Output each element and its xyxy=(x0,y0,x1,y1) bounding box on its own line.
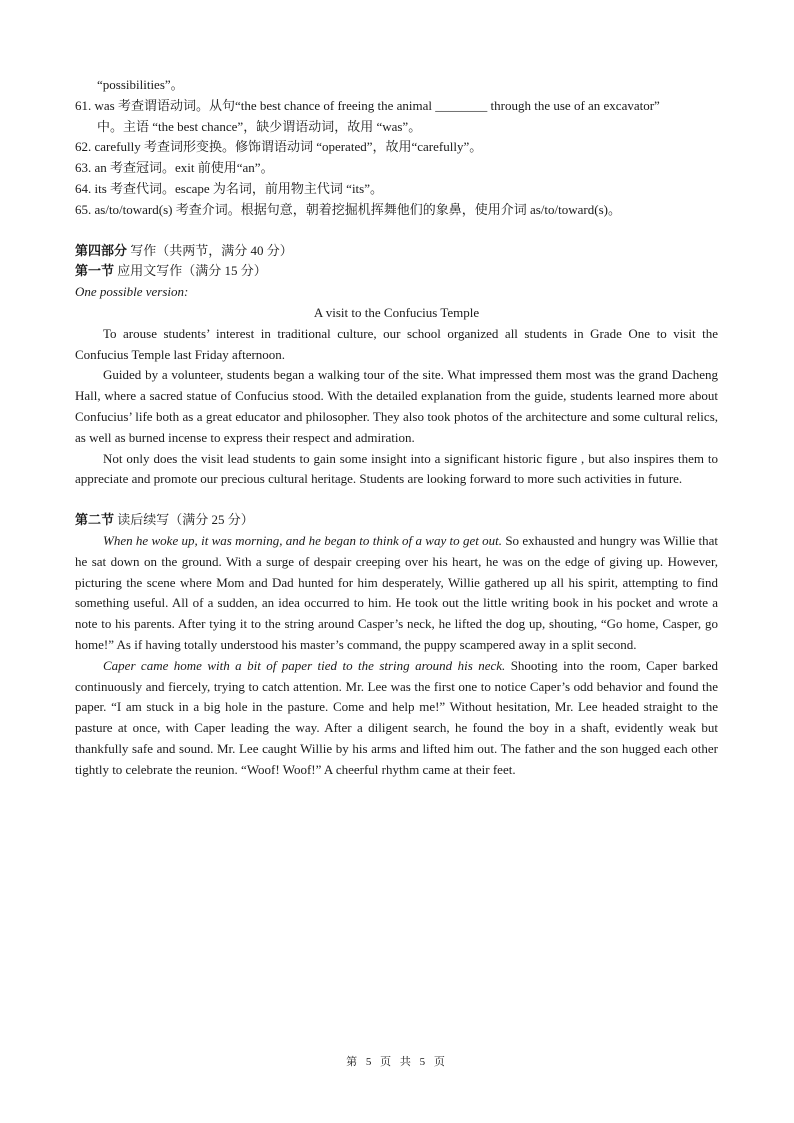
section2-heading-rest: 读后续写（满分 25 分） xyxy=(114,512,254,528)
part4-heading xyxy=(75,241,718,262)
answer-line: “possibilities”。 xyxy=(97,77,184,92)
story-paragraph-1 xyxy=(75,531,718,656)
essay-paragraph-1: To arouse students’ interest in traditional culture, our school organized all students in Grade One to visit the Confucius Temple last Friday afternoon. xyxy=(75,325,718,362)
section2-heading xyxy=(75,510,718,531)
part4-heading-rest: 写作（共两节，满分 40 分） xyxy=(127,242,293,258)
answer-61-cont: 中。主语 “the best chance”，缺少谓语动词，故用 “was”。 xyxy=(97,118,422,134)
essay-title: A visit to the Confucius Temple xyxy=(313,304,480,320)
essay-paragraph-3: Not only does the visit lead students to gain some insight into a significant historic figure , but also inspires them to appreciate and promote our precious cultural heritage. Students are looking forward to more such activities in future. xyxy=(75,450,718,487)
section1-heading xyxy=(75,261,718,282)
story-paragraph-2 xyxy=(75,656,718,781)
answer-key xyxy=(75,75,718,221)
possible-version-label: One possible version: xyxy=(75,284,189,300)
story-paragraph-1-opening: When he woke up, it was morning, and he began to think of a way to get out. xyxy=(103,532,503,548)
part4-heading-bold: 第四部分 xyxy=(75,242,128,258)
story-paragraph-2-opening: Caper came home with a bit of paper tied to the string around his neck. xyxy=(103,657,506,673)
essay-paragraph-2: Guided by a volunteer, students began a walking tour of the site. What impressed them most was the grand Dacheng Hall, where a sacred statue of Confucius stood. With the detailed explanation from the guide, students learned more about Confucius’ life both as a great educator and philosopher. They also took photos of the architecture and some cultural relics, as well as burned incense to express their respect and admiration. xyxy=(75,367,718,445)
answer-63: 63. an 考查冠词。exit 前使用“an”。 xyxy=(75,160,274,176)
section1-heading-rest: 应用文写作（满分 15 分） xyxy=(114,263,267,279)
section1-heading-bold: 第一节 xyxy=(75,263,115,279)
page-content xyxy=(75,75,718,781)
answer-65: 65. as/to/toward(s) 考查介词。根据句意，朝着挖掘机挥舞他们的象鼻，使用介词 as/to/toward(s)。 xyxy=(75,201,621,217)
section2-heading-bold: 第二节 xyxy=(75,512,115,528)
answer-64: 64. its 考查代词。escape 为名词，前用物主代词 “its”。 xyxy=(75,180,383,196)
page-number-footer: 第 5 页 共 5 页 xyxy=(346,1056,448,1068)
story-paragraph-1-body: So exhausted and hungry was Willie that he sat down on the ground. With a surge of despair creeping over his heart, he was on the edge of giving up. However, picturing the scene where Mom and Dad hunted for him desperately, Willie gathered up all his spirit, attempting to find something useful. All of a sudden, an idea occurred to him. He took out the little writing book in his pocket and wrote a note to his parents. After tying it to the string around Casper’s neck, he lifted the dog up, shouting, “Go home, Casper, go home!” As if having totally understood his master’s command, the puppy scampered away in a split second. xyxy=(75,532,718,652)
story-paragraph-2-body: Shooting into the room, Caper barked continuously and fiercely, trying to catch attention. Mr. Lee was the first one to notice Caper’s odd behavior and found the paper. “I am stuck in a big hole in the pasture. Come and help me!” Without hesitation, Mr. Lee headed straight to the pasture at once, with Caper leading the way. After a diligent search, he found the boy in a shaft, evidently weak but thankfully safe and sound. Mr. Lee caught Willie by his arms and lifted him out. The father and the son hugged each other tightly to celebrate the reunion. “Woof! Woof!” A cheerful rhythm came at their feet. xyxy=(75,657,718,777)
answer-62: 62. carefully 考查词形变换。修饰谓语动词 “operated”，故用“carefully”。 xyxy=(75,139,483,155)
answer-61: 61. was 考查谓语动词。从句“the best chance of freeing the animal ________ through the use of an excavator” xyxy=(75,97,660,113)
